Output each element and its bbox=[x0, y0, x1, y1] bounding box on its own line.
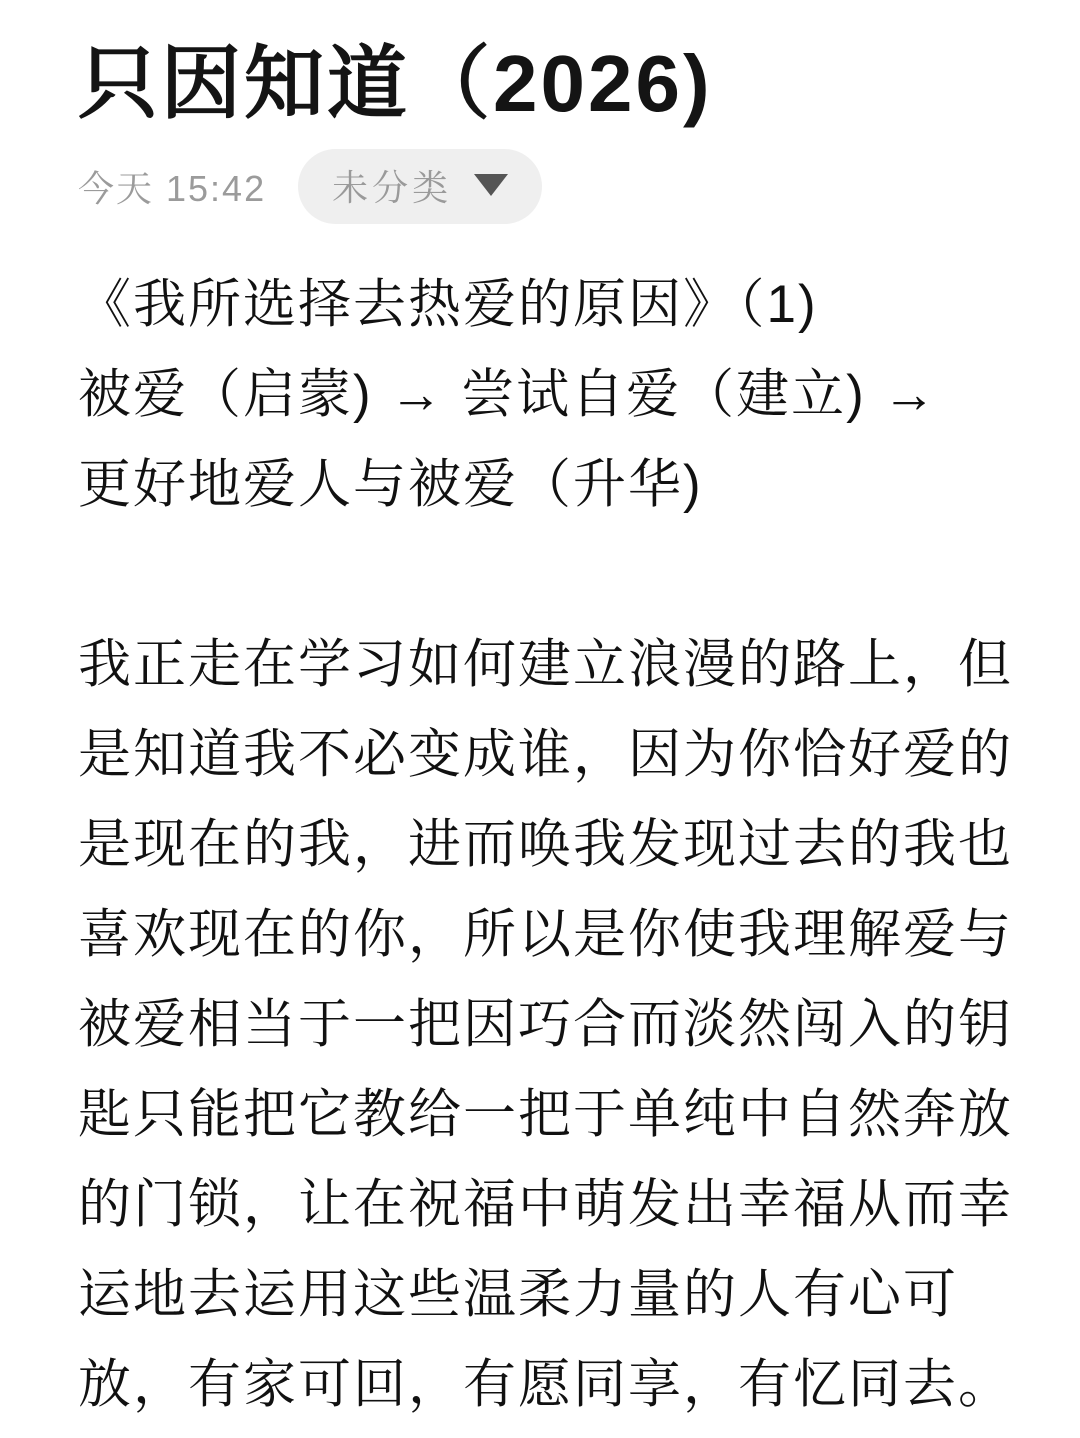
caret-down-icon bbox=[474, 174, 508, 196]
note-meta-row bbox=[78, 154, 1025, 218]
body-line: 运地去运用这些温柔力量的人有心可 bbox=[78, 1265, 958, 1324]
body-line: 喜欢现在的你，所以是你使我理解爱与 bbox=[78, 905, 1013, 964]
body-line: 放，有家可回，有愿同享，有忆同去。 bbox=[78, 1355, 1013, 1414]
body-line: 是现在的我，进而唤我发现过去的我也 bbox=[78, 815, 1013, 874]
body-line: 是知道我不必变成谁，因为你恰好爱的 bbox=[78, 725, 1013, 784]
category-label: 未分类 bbox=[332, 166, 453, 208]
note-editor-content[interactable] bbox=[78, 260, 1025, 1430]
note-title[interactable]: 只因知道（2026) bbox=[78, 39, 713, 128]
body-line: 被爱相当于一把因巧合而淡然闯入的钥 bbox=[78, 995, 1013, 1054]
body-line: 的门锁，让在祝福中萌发出幸福从而幸 bbox=[78, 1175, 1013, 1234]
note-timestamp: 今天 15:42 bbox=[78, 167, 267, 209]
body-paragraph bbox=[78, 620, 1025, 1430]
body-line: 匙只能把它教给一把于单纯中自然奔放 bbox=[78, 1085, 1013, 1144]
intro-paragraph bbox=[78, 260, 1025, 530]
intro-line: 更好地爱人与被爱（升华) bbox=[78, 455, 703, 514]
category-dropdown-button[interactable] bbox=[298, 149, 542, 224]
body-line: 我正走在学习如何建立浪漫的路上，但 bbox=[78, 635, 1013, 694]
intro-line: 《我所选择去热爱的原因》（1) bbox=[78, 275, 818, 334]
intro-line: 被爱（启蒙) → 尝试自爱（建立) → bbox=[78, 365, 938, 424]
